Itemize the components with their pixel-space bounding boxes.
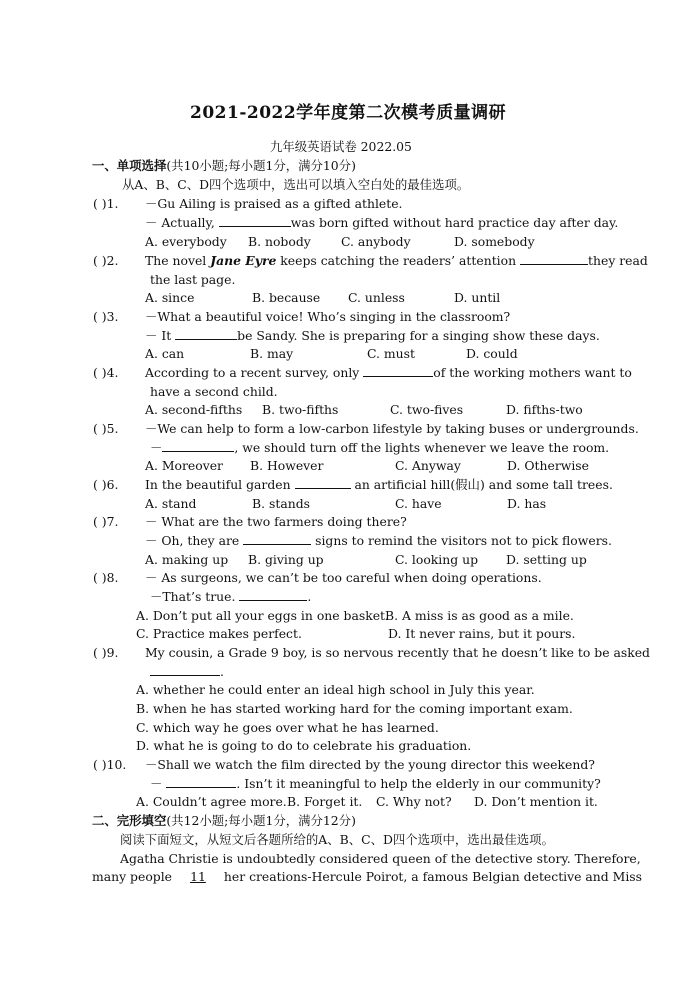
option-a[interactable]: A. Don’t put all your eggs in one basket. [136, 608, 389, 623]
option-d[interactable]: D. what he is going to do to celebrate his graduation. [136, 738, 472, 753]
option-c[interactable]: C. looking up [395, 552, 479, 567]
question-3-number: ( )3. [93, 309, 119, 324]
question-1-response: － Actually, was born gifted without hard practice day after day. [145, 215, 619, 230]
question-3-stem: －What a beautiful voice! Who’s singing in the classroom? [145, 309, 511, 324]
option-b[interactable]: B. two-fifths [262, 402, 339, 417]
answer-blank[interactable] [239, 588, 307, 601]
answer-blank[interactable] [243, 532, 311, 545]
question-2-stem-cont: the last page. [150, 272, 236, 287]
question-4-stem: According to a recent survey, only of the working mothers want to [145, 365, 632, 380]
section2-info: (共12小题;每小题1分，满分12分) [166, 813, 356, 828]
question-2-stem: The novel Jane Eyre keeps catching the readers’ attention they read [145, 253, 648, 268]
option-b[interactable]: B. may [250, 346, 294, 361]
answer-blank[interactable] [175, 327, 237, 340]
question-9-stem-cont: . [150, 663, 224, 681]
option-a[interactable]: A. second-fifths [145, 402, 243, 417]
option-a[interactable]: A. can [145, 346, 185, 361]
section1-title: 一、单项选择 [92, 158, 167, 173]
option-d[interactable]: D. Otherwise [507, 458, 590, 473]
option-d[interactable]: D. It never rains, but it pours. [388, 626, 576, 641]
option-c[interactable]: C. unless [348, 290, 405, 305]
option-c[interactable]: C. two-fives [390, 402, 464, 417]
option-a[interactable]: A. since [145, 290, 195, 305]
option-d[interactable]: D. could [466, 346, 518, 361]
question-5-number: ( )5. [93, 421, 119, 436]
option-d[interactable]: D. until [454, 290, 501, 305]
option-c[interactable]: C. Practice makes perfect. [136, 626, 302, 641]
option-b[interactable]: B. Forget it. [287, 794, 363, 809]
question-9-stem: My cousin, a Grade 9 boy, is so nervous recently that he doesn’t like to be asked [145, 645, 650, 660]
section1-info: (共10小题;每小题1分，满分10分) [166, 158, 356, 173]
option-d[interactable]: D. Don’t mention it. [474, 794, 598, 809]
question-5-response: － , we should turn off the lights whenever we leave the room. [150, 440, 610, 455]
option-b[interactable]: B. giving up [248, 552, 324, 567]
option-a[interactable]: A. everybody [145, 234, 227, 249]
answer-blank[interactable] [219, 214, 291, 227]
option-d[interactable]: D. somebody [454, 234, 535, 249]
answer-blank[interactable] [363, 364, 433, 377]
cloze-blank-11[interactable]: 11 [190, 869, 206, 884]
option-a[interactable]: A. whether he could enter an ideal high school in July this year. [136, 682, 535, 697]
option-b[interactable]: B. nobody [248, 234, 311, 249]
question-1-number: ( )1. [93, 196, 119, 211]
option-d[interactable]: D. fifths-two [506, 402, 583, 417]
question-8-response: －That’s true. . [150, 589, 312, 604]
answer-blank[interactable] [295, 476, 351, 489]
option-c[interactable]: C. which way he goes over what he has learned. [136, 720, 439, 735]
question-7-stem: － What are the two farmers doing there? [145, 514, 407, 529]
question-10-response: － . Isn’t it meaningful to help the elderly in our community? [150, 776, 601, 791]
option-c[interactable]: C. must [367, 346, 415, 361]
option-c[interactable]: C. have [395, 496, 442, 511]
question-2-number: ( )2. [93, 253, 119, 268]
section1-instruction: 从A、B、C、D四个选项中，选出可以填入空白处的最佳选项。 [122, 177, 470, 192]
question-9-number: ( )9. [93, 645, 119, 660]
answer-blank[interactable] [520, 252, 588, 265]
option-c[interactable]: C. anybody [341, 234, 411, 249]
question-8-number: ( )8. [93, 570, 119, 585]
answer-blank[interactable] [162, 439, 234, 452]
option-a[interactable]: A. Couldn’t agree more. [136, 794, 287, 809]
section2-title: 二、完形填空 [92, 813, 167, 828]
question-1-stem: －Gu Ailing is praised as a gifted athlete. [145, 196, 403, 211]
option-a[interactable]: A. Moreover [145, 458, 223, 473]
question-8-stem: － As surgeons, we can’t be too careful when doing operations. [145, 570, 542, 585]
question-6-stem: In the beautiful garden an artificial hill(假山) and some tall trees. [145, 477, 613, 492]
option-d[interactable]: D. setting up [506, 552, 587, 567]
question-6-number: ( )6. [93, 477, 119, 492]
option-b[interactable]: B. stands [252, 496, 310, 511]
section2-instruction: 阅读下面短文，从短文后各题所给的A、B、C、D四个选项中，选出最佳选项。 [120, 832, 554, 847]
option-b[interactable]: B. However [250, 458, 324, 473]
page-subtitle: 九年级英语试卷 2022.05 [270, 139, 412, 154]
option-c[interactable]: C. Anyway [395, 458, 461, 473]
page-title: 2021-2022学年度第二次模考质量调研 [190, 103, 507, 123]
section2-heading [92, 812, 356, 830]
option-b[interactable]: B. because [252, 290, 321, 305]
option-c[interactable]: C. Why not? [376, 794, 452, 809]
question-7-number: ( )7. [93, 514, 119, 529]
option-b[interactable]: B. A miss is as good as a mile. [385, 608, 574, 623]
question-7-response: － Oh, they are signs to remind the visitors not to pick flowers. [145, 533, 612, 548]
question-10-number: ( )10. [93, 757, 127, 772]
question-4-number: ( )4. [93, 365, 119, 380]
answer-blank[interactable] [150, 663, 220, 676]
passage-line-2: many people 11 her creations-Hercule Poirot, a famous Belgian detective and Miss [92, 869, 643, 884]
question-3-response: － It be Sandy. She is preparing for a singing show these days. [145, 328, 600, 343]
option-d[interactable]: D. has [507, 496, 547, 511]
section1-heading [92, 157, 356, 175]
option-a[interactable]: A. stand [145, 496, 197, 511]
question-5-stem: －We can help to form a low-carbon lifestyle by taking buses or undergrounds. [145, 421, 639, 436]
option-a[interactable]: A. making up [145, 552, 229, 567]
option-b[interactable]: B. when he has started working hard for the coming important exam. [136, 701, 573, 716]
passage-line-1: Agatha Christie is undoubtedly considered queen of the detective story. Therefore, [120, 851, 641, 866]
question-4-stem-cont: have a second child. [150, 384, 278, 399]
question-10-stem: －Shall we watch the film directed by the young director this weekend? [145, 757, 595, 772]
answer-blank[interactable] [166, 775, 236, 788]
